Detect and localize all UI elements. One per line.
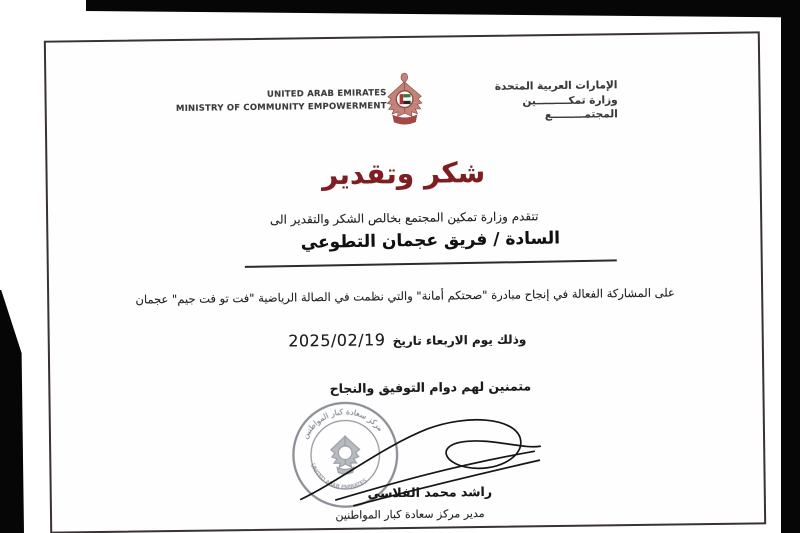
- date-prefix: وذلك يوم الاربعاء تاريخ: [392, 332, 527, 349]
- body-paragraph: على المشاركة الفعالة في إنجاح مبادرة "صحتكم أمانة" والتي نظمت في الصالة الرياضية "فت تو فت جيم" عجمان: [135, 285, 675, 307]
- uae-falcon-emblem-icon: [384, 71, 425, 131]
- date-value: 2025/02/19: [288, 330, 386, 351]
- ministry-name-arabic-line1: الإمارات العربية المتحدة: [494, 79, 618, 93]
- ministry-name-english-line2: MINISTRY OF COMMUNITY EMPOWERMENT: [175, 100, 387, 114]
- ministry-name-english: [172, 87, 386, 115]
- date-line: [50, 325, 762, 353]
- certificate-page: [44, 31, 766, 533]
- recipient-underline: [244, 227, 617, 267]
- scan-edge-left: [0, 290, 24, 533]
- intro-line: تتقدم وزارة تمكين المجتمع بخالص الشكر والتقدير الى: [269, 209, 539, 227]
- scan-edge-right: [781, 0, 800, 533]
- ministry-name-english-line1: UNITED ARAB EMIRATES: [266, 88, 387, 100]
- signer-name: راشد محمد الفلاسي: [367, 483, 493, 501]
- ministry-name-arabic: [491, 78, 618, 123]
- recipient-name: السادة / فريق عجمان التطوعي: [300, 228, 561, 253]
- closing-line: متمنين لهم دوام التوفيق والنجاح: [329, 378, 532, 396]
- stamp-arc-top-text: مركز سعادة كبار المواطنين: [300, 407, 385, 441]
- stamp-arc-bottom-text: UNITED ARAB EMIRATES: [308, 462, 369, 492]
- certificate-title: شكر وتقدير: [321, 155, 486, 192]
- signer-role: مدير مركز سعادة كبار المواطنين: [335, 506, 485, 522]
- scan-edge-top: [86, 0, 800, 19]
- ministry-name-arabic-line2: وزارة تمكـــــــــين المجتمـــــــــع: [522, 93, 618, 122]
